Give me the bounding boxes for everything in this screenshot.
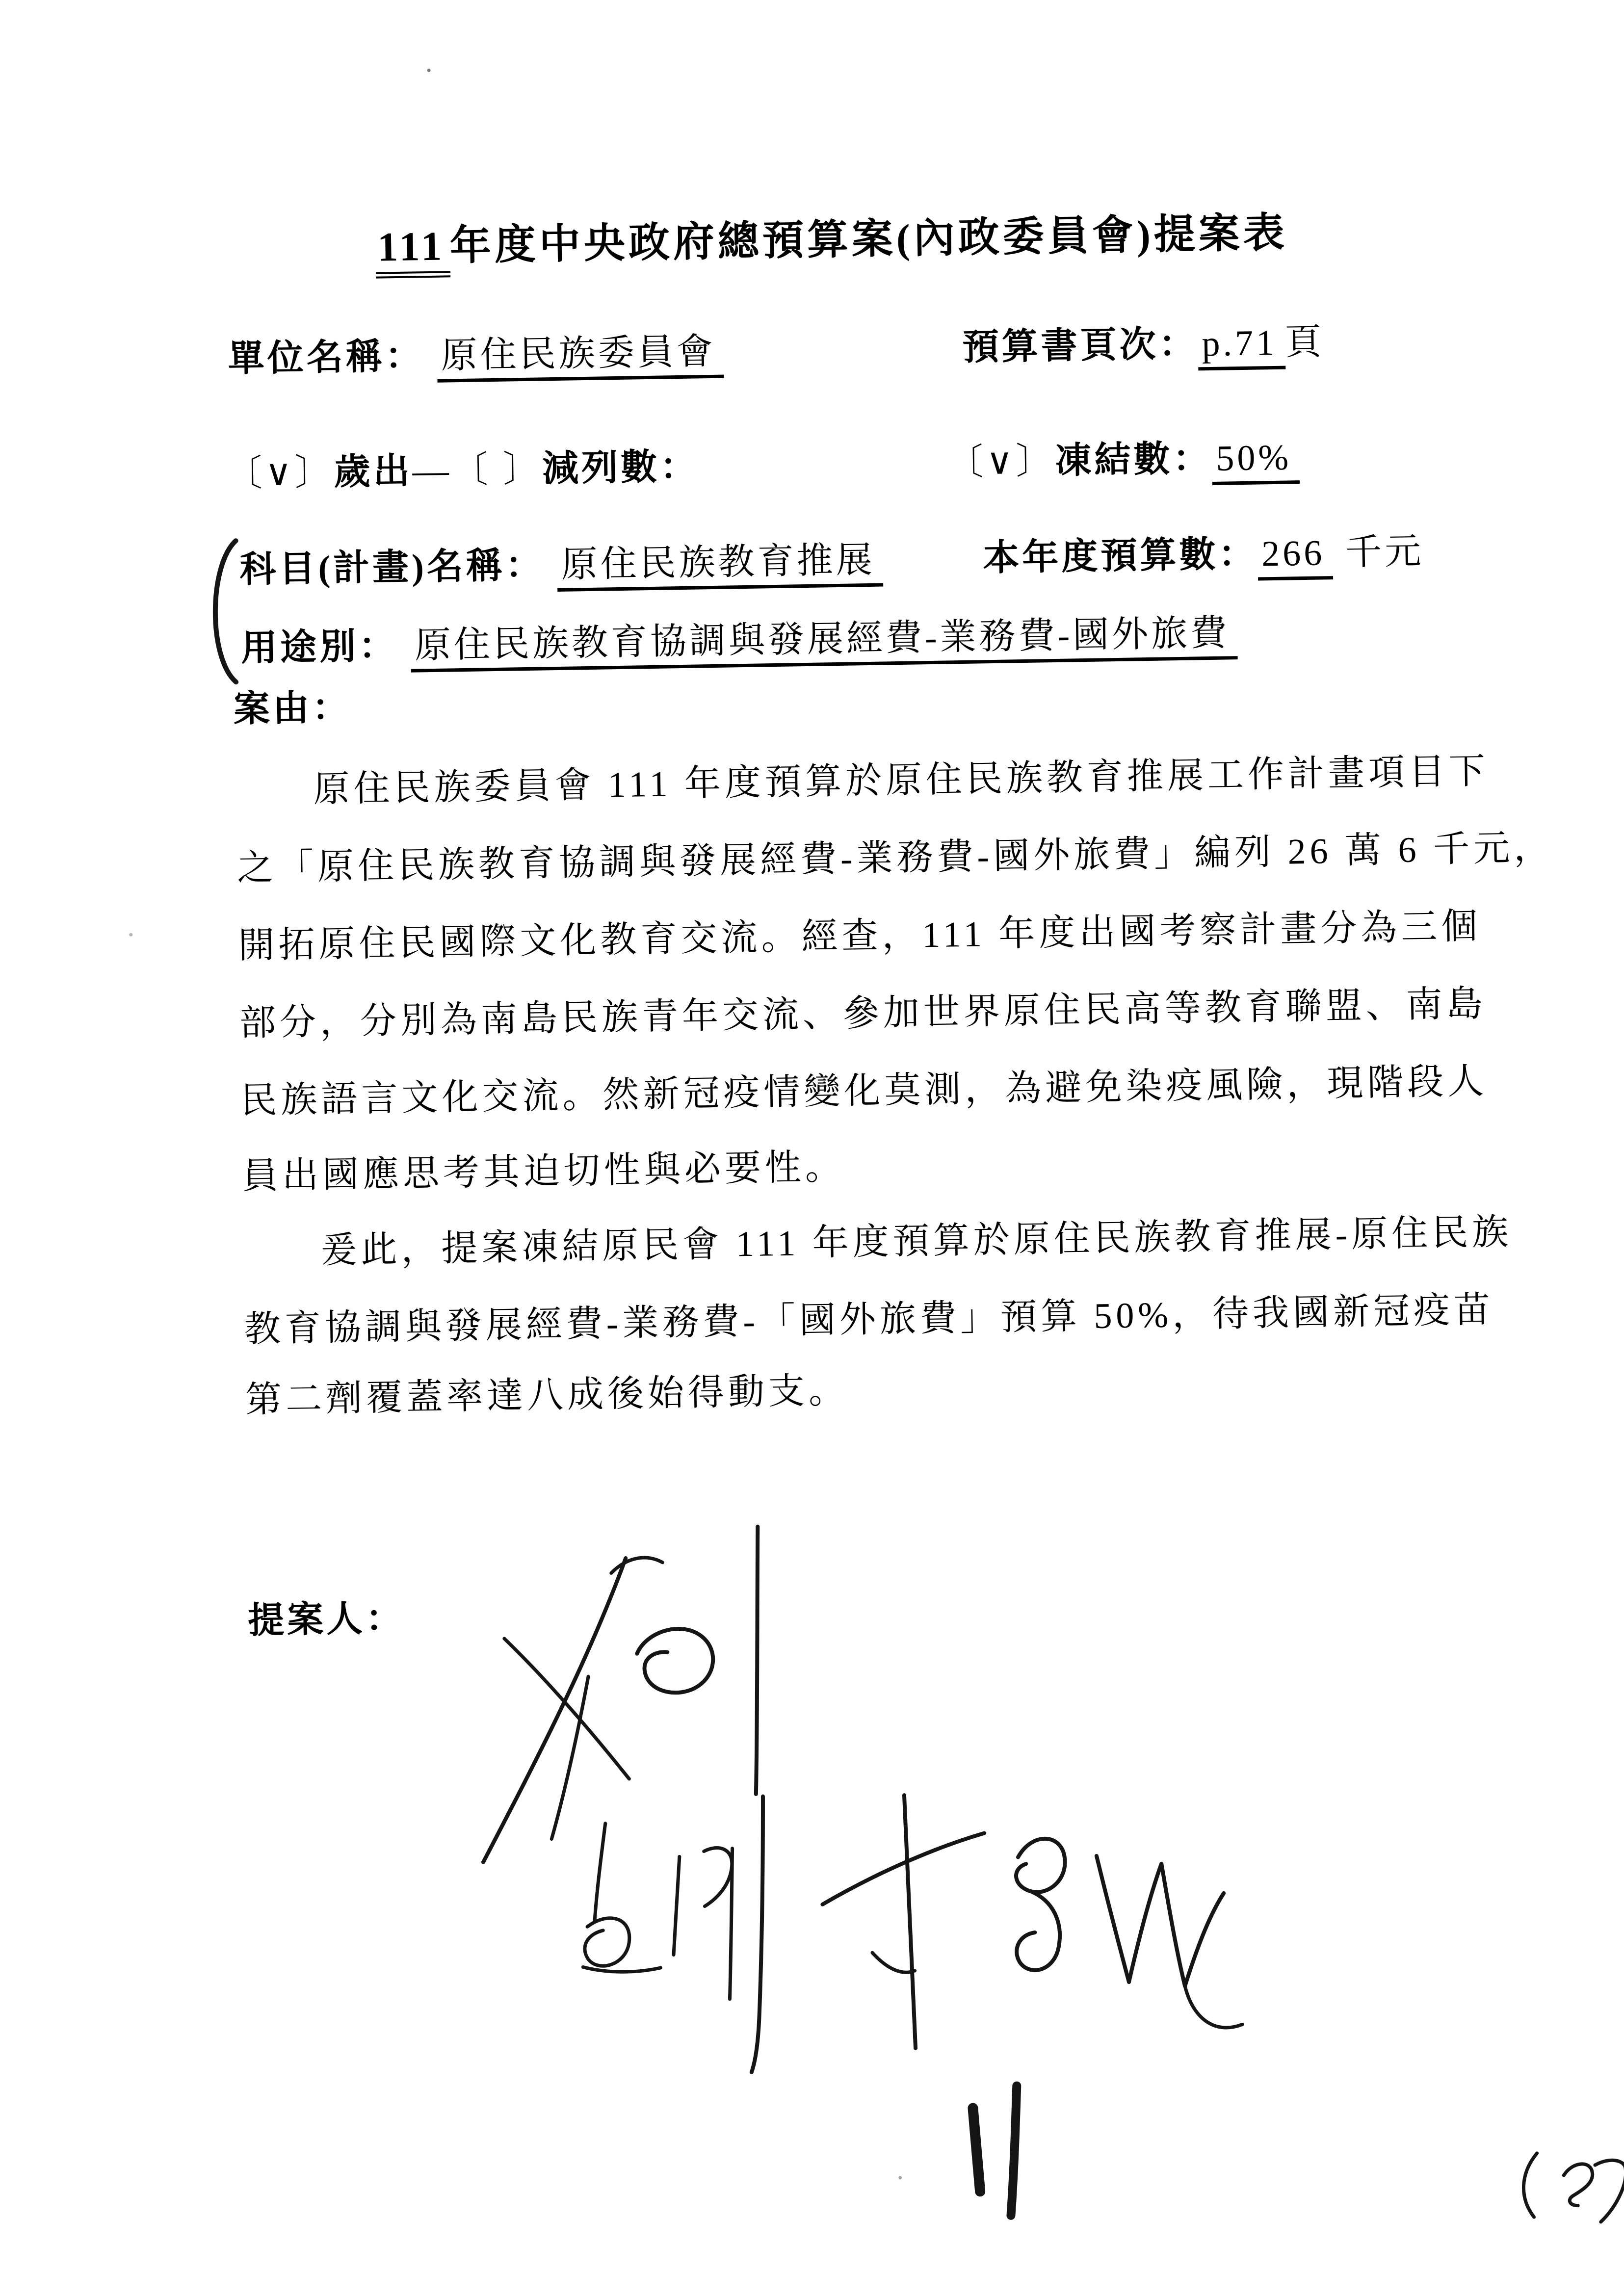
proposer-label: 提案人： [247, 1598, 405, 1642]
case-line: 第二劑覆蓋率達八成後始得動支。 [245, 1370, 849, 1421]
handwritten-corner-note [0, 0, 1607, 13]
expenditure-label: 歲出 [333, 451, 413, 493]
case-label: 案由： [233, 687, 352, 730]
scan-speck [129, 933, 132, 937]
case-line: 民族語言文化交流。然新冠疫情變化莫測，為避免染疫風險，現階段人 [240, 1061, 1488, 1122]
case-line: 教育協調與發展經費-業務費-「國外旅費」預算 50%，待我國新冠疫苗 [244, 1290, 1494, 1350]
handwritten-page-number [0, 0, 1607, 13]
dash: — [412, 450, 452, 492]
expenditure-check-row [226, 444, 700, 497]
expenditure-checkbox: 〔∨〕 [225, 452, 335, 495]
budget-page-value: p.71 [1198, 323, 1285, 371]
freeze-checkbox: 〔∨〕 [946, 441, 1056, 483]
handwritten-page-number-strokes [943, 2076, 1063, 2225]
budget-page-row [962, 319, 1325, 370]
subject-label: 科目(計畫)名稱： [239, 545, 545, 591]
reduction-checkbox: 〔 〕 [451, 449, 543, 491]
budget-page-label: 預算書頁次： [962, 324, 1199, 368]
unit-name-value: 原住民族委員會 [437, 332, 724, 383]
year-budget-row [983, 529, 1424, 581]
title-text: 年度中央政府總預算案(內政委員會)提案表 [449, 210, 1288, 269]
year-budget-value: 266 [1257, 533, 1333, 580]
signature-proposer-3 [806, 1769, 1253, 2119]
freeze-value: 50% [1212, 437, 1300, 485]
title-year: 111 [375, 223, 450, 278]
case-line: 原住民族委員會 111 年度預算於原住民族教育推展工作計畫項目下 [313, 751, 1490, 810]
freeze-check-row [947, 435, 1300, 486]
case-line: 員出國應思考其迫切性與必要性。 [241, 1147, 846, 1197]
handwritten-corner-note-strokes [1498, 2136, 1624, 2231]
freeze-label: 凍結數： [1054, 438, 1213, 481]
case-line: 爰此，提案凍結原民會 111 年度預算於原住民族教育推展-原住民族 [320, 1212, 1513, 1271]
page-title [375, 207, 1288, 273]
unit-name-row [228, 329, 724, 382]
budget-page-suffix: 頁 [1284, 322, 1325, 363]
section-left-bracket [198, 538, 244, 685]
usage-value: 原住民族教育協調與發展經費-業務費-國外旅費 [410, 613, 1238, 672]
signature-proposer-2 [531, 1776, 791, 2089]
year-budget-label: 本年度預算數： [982, 534, 1258, 579]
subject-value: 原住民族教育推展 [557, 540, 883, 592]
unit-name-label: 單位名稱： [228, 336, 425, 380]
year-budget-unit: 千元 [1345, 531, 1424, 573]
case-line: 部分，分別為南島民族青年交流、參加世界原住民高等教育聯盟、南島 [239, 984, 1487, 1044]
subject-row [239, 538, 884, 593]
usage-label: 用途別： [240, 626, 398, 669]
case-line: 開拓原住民國際文化教育交流。經查，111 年度出國考察計畫分為三個 [237, 906, 1482, 966]
usage-row [240, 610, 1237, 671]
scan-speck [898, 2176, 902, 2179]
reduction-label: 減列數： [542, 446, 700, 490]
scan-speck [427, 69, 431, 72]
case-line: 之「原住民族教育協調與發展經費-業務費-國外旅費」編列 26 萬 6 千元， [236, 828, 1554, 889]
